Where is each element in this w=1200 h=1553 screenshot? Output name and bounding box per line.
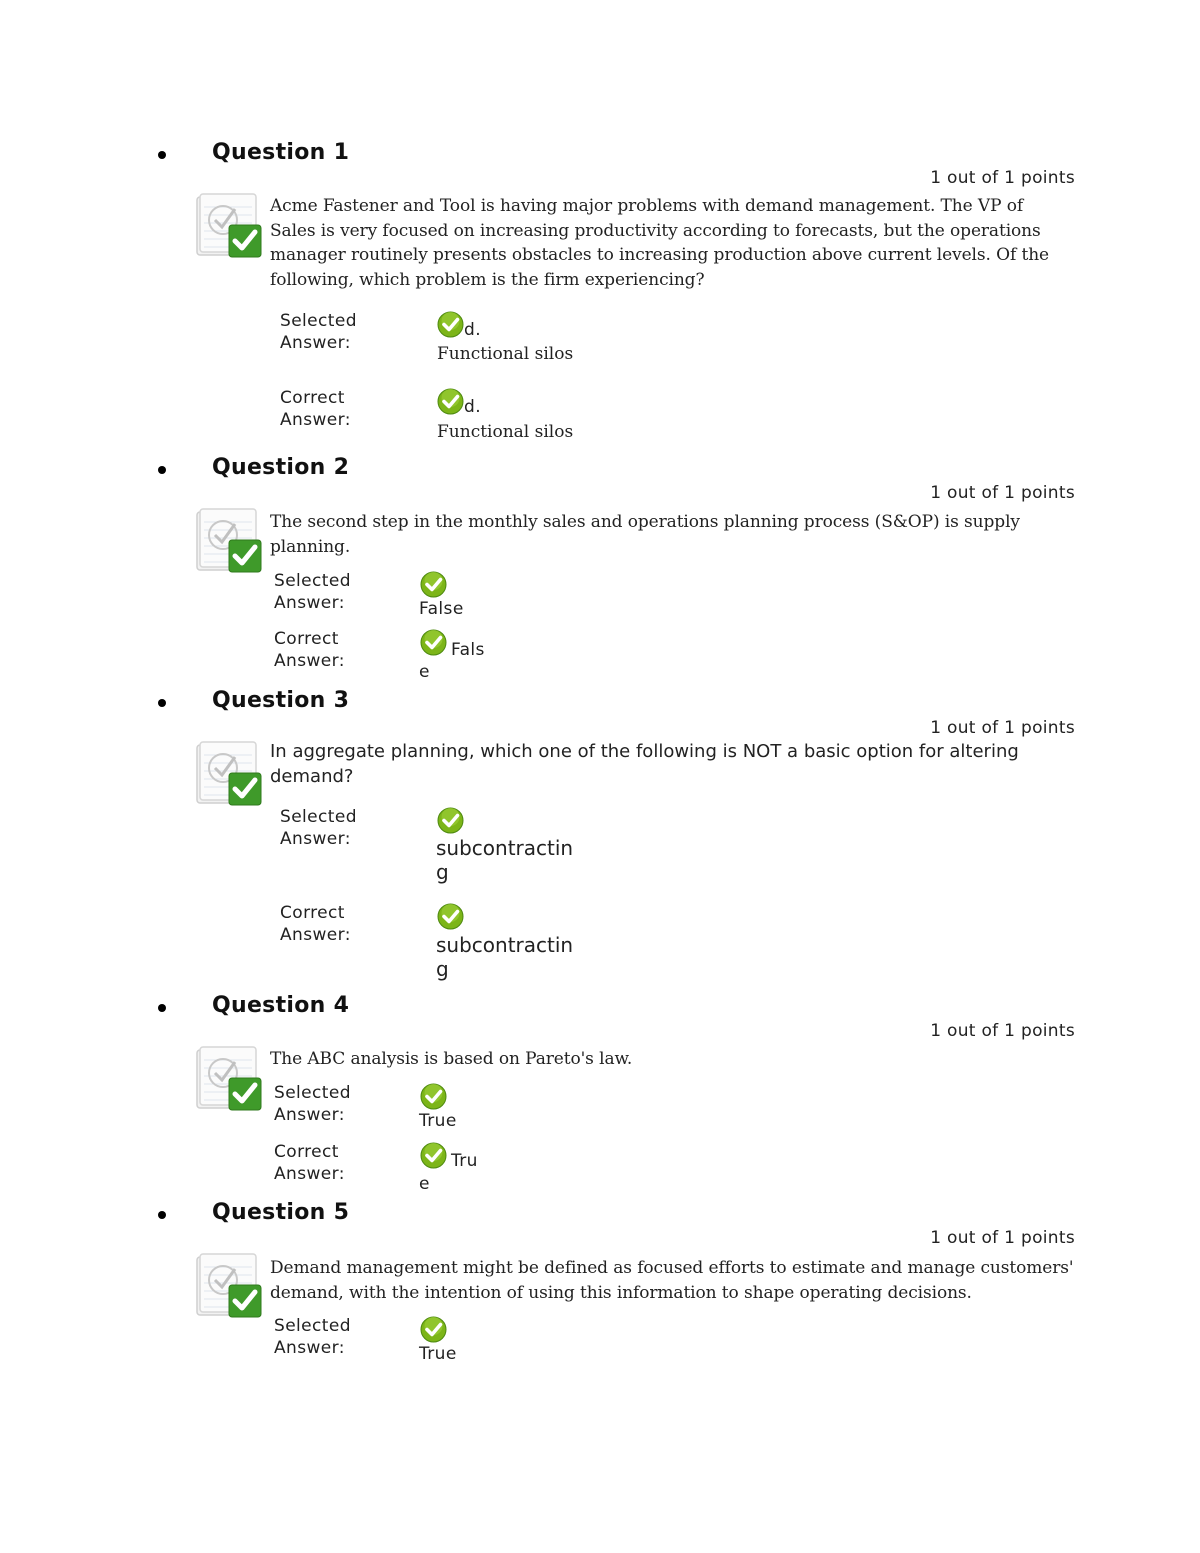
correct-answer-value-wrap: e <box>419 662 430 682</box>
selected-answer-label: Selected Answer: <box>274 1316 351 1358</box>
bullet-icon <box>158 1211 166 1219</box>
selected-answer-letter: d. <box>464 320 481 340</box>
bullet-icon <box>158 699 166 707</box>
question-5-text: Demand management might be defined as focused efforts to estimate and manage customers' demand, with the intention of using this information to shape operating decisions. <box>270 1258 1074 1303</box>
bullet-icon <box>158 1004 166 1012</box>
correct-answer-value: Fals <box>451 640 485 660</box>
question-4-text: The ABC analysis is based on Pareto's law. <box>270 1049 633 1069</box>
correct-question-icon <box>195 741 263 807</box>
question-3-title: Question 3 <box>212 688 350 713</box>
correct-question-icon <box>195 193 263 259</box>
selected-answer-value: subcontractin <box>436 836 574 860</box>
bullet-icon <box>158 151 166 159</box>
selected-answer-label: Selected Answer: <box>274 571 351 613</box>
question-1-title: Question 1 <box>212 140 350 165</box>
correct-answer-label: Correct Answer: <box>274 1142 345 1184</box>
correct-question-icon <box>195 508 263 574</box>
correct-answer-value: Functional silos <box>437 422 574 442</box>
correct-check-icon <box>420 1142 447 1169</box>
question-3-text: In aggregate planning, which one of the following is NOT a basic option for altering demand? <box>270 741 1019 787</box>
question-3-points: 1 out of 1 points <box>930 718 1075 738</box>
correct-answer-value: Tru <box>451 1151 478 1171</box>
correct-check-icon <box>420 571 447 598</box>
correct-question-icon <box>195 1253 263 1319</box>
correct-answer-letter: d. <box>464 397 481 417</box>
selected-answer-label: Selected Answer: <box>280 311 357 353</box>
question-5-points: 1 out of 1 points <box>930 1228 1075 1248</box>
correct-answer-value-wrap: e <box>419 1174 430 1194</box>
correct-check-icon <box>420 1316 447 1343</box>
selected-answer-label: Selected Answer: <box>280 807 357 849</box>
correct-question-icon <box>195 1046 263 1112</box>
correct-answer-label: Correct Answer: <box>280 388 351 430</box>
selected-answer-label: Selected Answer: <box>274 1083 351 1125</box>
correct-check-icon <box>420 629 447 656</box>
correct-check-icon <box>437 311 464 338</box>
selected-answer-value: False <box>419 599 464 619</box>
correct-check-icon <box>437 388 464 415</box>
selected-answer-value: True <box>419 1344 457 1364</box>
question-4-title: Question 4 <box>212 993 350 1018</box>
correct-answer-value-wrap: g <box>436 957 449 981</box>
selected-answer-value: Functional silos <box>437 344 574 364</box>
correct-answer-label: Correct Answer: <box>274 629 345 671</box>
selected-answer-value-wrap: g <box>436 860 449 884</box>
correct-check-icon <box>437 807 464 834</box>
question-4-points: 1 out of 1 points <box>930 1021 1075 1041</box>
question-1-text: Acme Fastener and Tool is having major problems with demand management. The VP of Sales is very focused on increasing productivity according to forecasts, but the operations manager routinely presents obstacles to increasing production above current levels. Of the following, which problem is the firm experiencing? <box>270 196 1050 290</box>
question-2-title: Question 2 <box>212 455 350 480</box>
question-2-text: The second step in the monthly sales and operations planning process (S&OP) is supply planning. <box>270 512 1020 557</box>
question-1-points: 1 out of 1 points <box>930 168 1075 188</box>
bullet-icon <box>158 466 166 474</box>
correct-check-icon <box>437 903 464 930</box>
correct-answer-label: Correct Answer: <box>280 903 351 945</box>
question-2-points: 1 out of 1 points <box>930 483 1075 503</box>
correct-check-icon <box>420 1083 447 1110</box>
question-5-title: Question 5 <box>212 1200 350 1225</box>
selected-answer-value: True <box>419 1111 457 1131</box>
correct-answer-value: subcontractin <box>436 933 574 957</box>
